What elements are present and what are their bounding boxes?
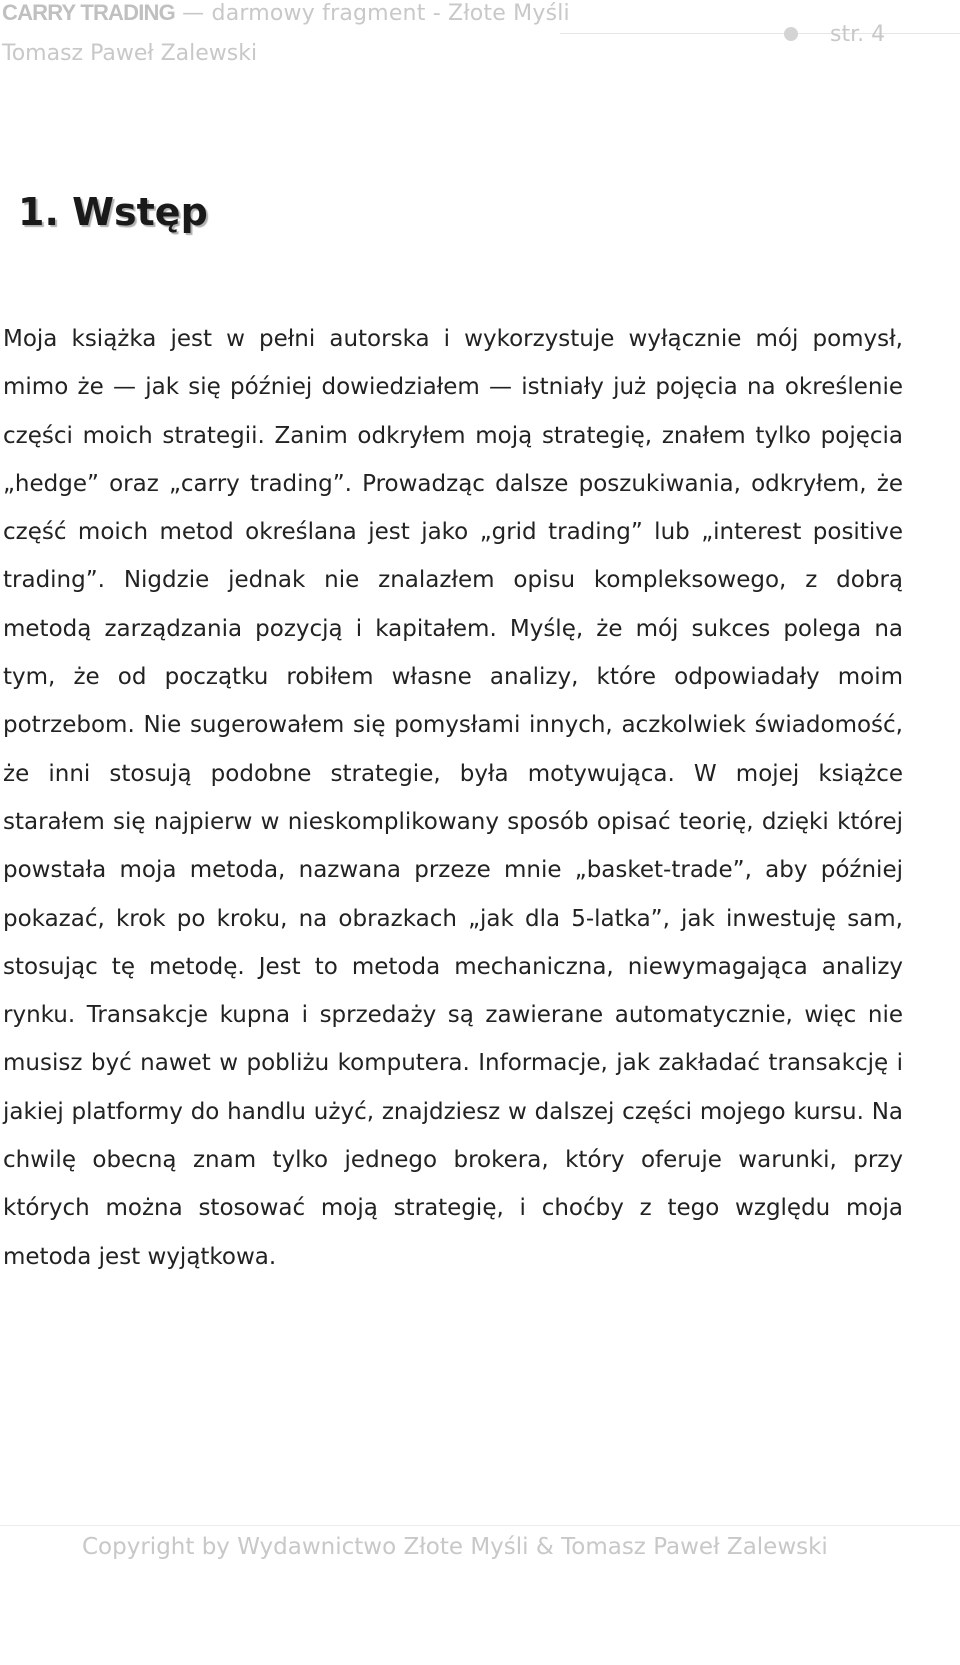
header-subtitle: darmowy fragment - Złote Myśli: [211, 1, 570, 26]
book-title: CARRY TRADING: [2, 0, 175, 25]
header-divider: [560, 33, 960, 34]
footer-copyright: Copyright by Wydawnictwo Złote Myśli & Tomasz Paweł Zalewski: [82, 1534, 828, 1560]
body-paragraph: Moja książka jest w pełni autorska i wykorzystuje wyłącznie mój pomysł, mimo że — jak się później dowiedziałem — istniały już pojęcia na określenie części moich strategii. Zanim odkryłem moją strategię, znałem tylko pojęcia „hedge” oraz „carry trading”. Prowadząc dalsze poszukiwania, odkryłem, że część moich metod określana jest jako „grid trading” lub „interest positive trading”. Nigdzie jednak nie znalazłem opisu kompleksowego, z dobrą metodą zarządzania pozycją i kapitałem. Myślę, że mój sukces polega na tym, że od początku robiłem własne analizy, które odpowiadały moim potrzebom. Nie sugerowałem się pomysłami innych, aczkolwiek świadomość, że inni stosują podobne strategie, była motywująca. W mojej książce starałem się najpierw w nieskomplikowany sposób opisać teorię, dzięki której powstała moja metoda, nazwana przeze mnie „basket-trade”, aby później pokazać, krok po kroku, na obrazkach „jak dla 5-latka”, jak inwestuję sam, stosując tę metodę. Jest to metoda mechaniczna, niewymagająca analizy rynku. Transakcje kupna i sprzedaży są zawierane automatycznie, więc nie musisz być nawet w pobliżu komputera. Informacje, jak zakładać transakcję i jakiej platformy do handlu użyć, znajdziesz w dalszej części mojego kursu. Na chwilę obecną znam tylko jednego brokera, który oferuje warunki, przy których można stosować moją strategię, i choćby z tego względu moja metoda jest wyjątkowa.: [3, 326, 903, 1270]
page-number: str. 4: [830, 22, 886, 47]
bullet-icon: [784, 27, 798, 41]
header-title-line: [2, 0, 570, 26]
header-author: Tomasz Paweł Zalewski: [2, 41, 258, 66]
footer-divider: [0, 1525, 960, 1526]
chapter-title: 1. Wstęp: [18, 190, 208, 234]
page-header: [0, 0, 960, 80]
header-separator: —: [182, 1, 205, 26]
